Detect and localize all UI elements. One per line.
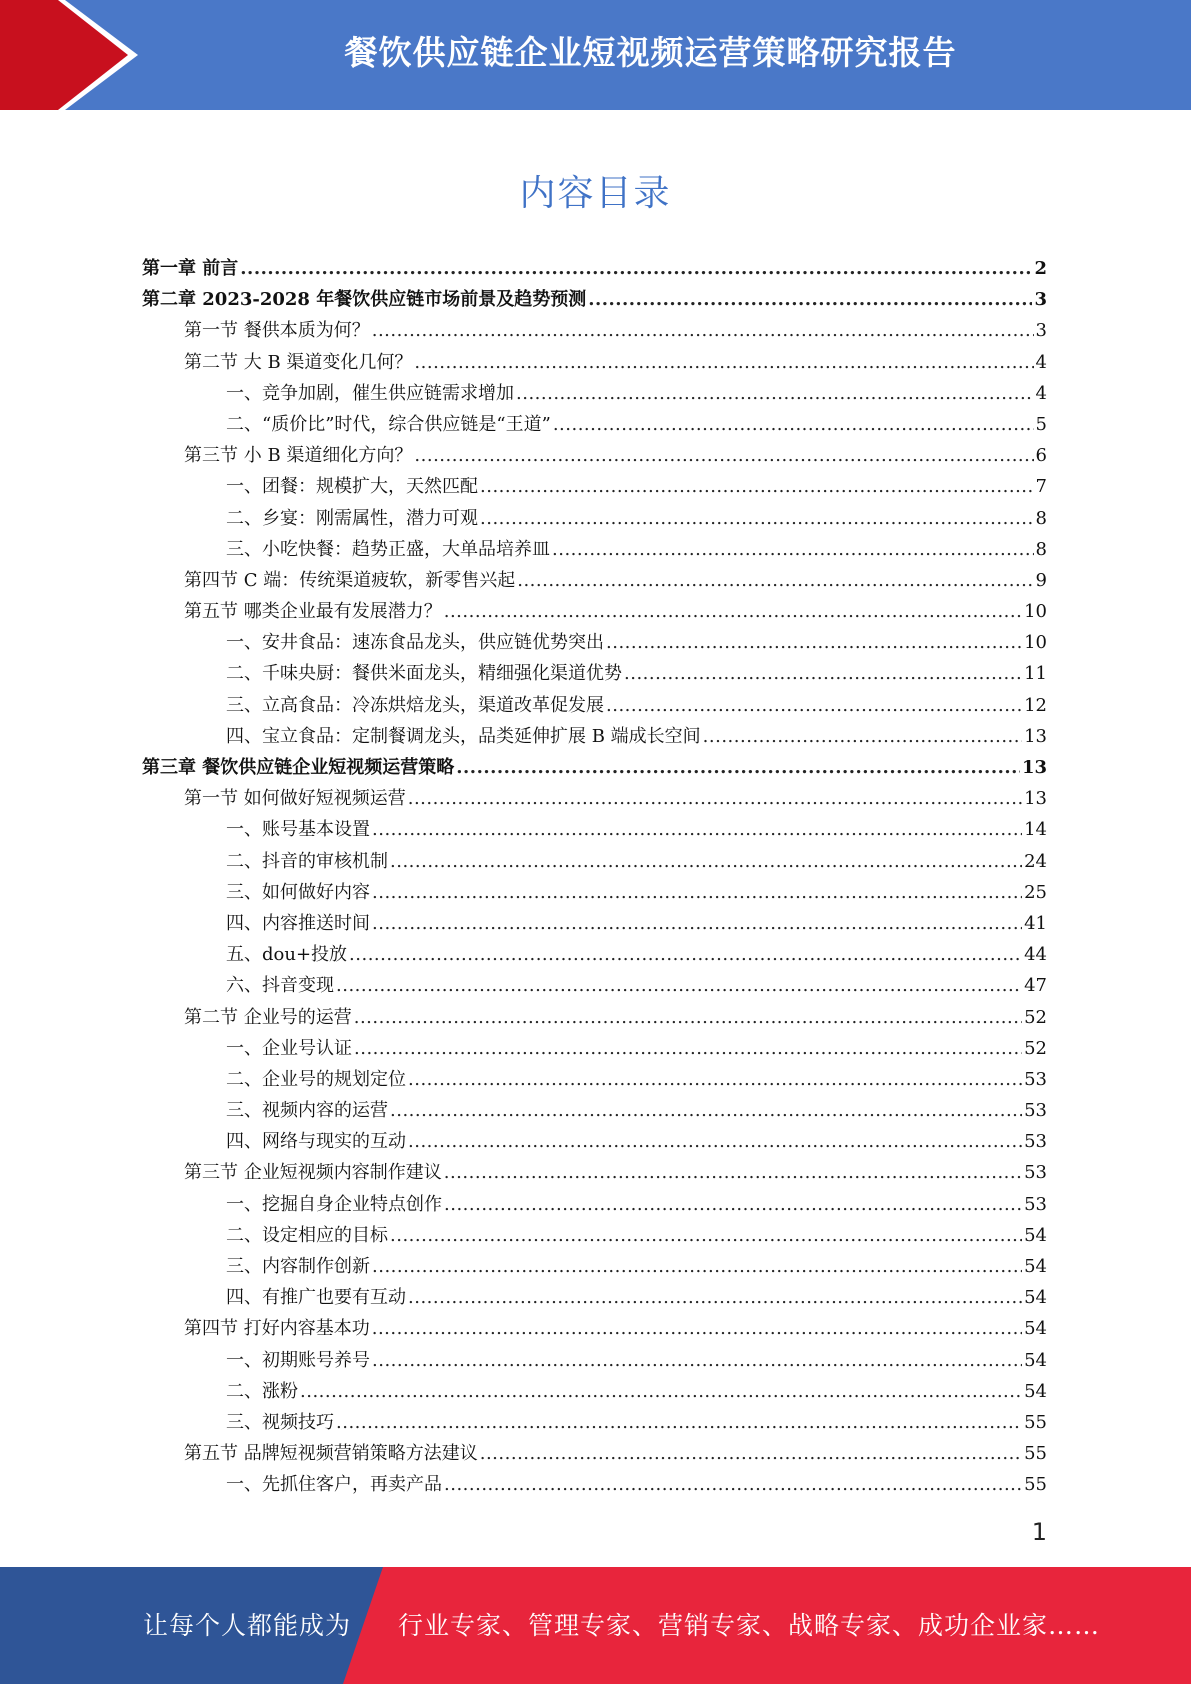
toc-entry-page: 47 [1024,975,1047,997]
toc-entry-label: 第二节 企业号的运营 [184,1006,352,1028]
toc-entry[interactable] [142,1189,1047,1220]
toc-entry[interactable] [142,846,1047,877]
toc-leader-dots [552,534,1034,565]
toc-entry-page: 53 [1024,1100,1047,1122]
toc-entry[interactable] [142,690,1047,721]
toc-entry-page: 3 [1034,289,1047,311]
toc-entry-label: 第五节 品牌短视频营销策略方法建议 [184,1443,478,1465]
toc-leader-dots [372,908,1022,939]
toc-leader-dots [336,1407,1022,1438]
toc-entry-page: 55 [1024,1474,1047,1496]
toc-entry[interactable] [142,315,1047,346]
toc-entry-label: 二、乡宴：刚需属性，潜力可观 [226,507,478,529]
toc-entry-page: 7 [1035,476,1047,498]
toc-entry-label: 一、竞争加剧，催生供应链需求增加 [226,382,514,404]
toc-entry[interactable] [142,471,1047,502]
toc-leader-dots [703,721,1022,752]
toc-entry[interactable] [142,378,1047,409]
toc-leader-dots [444,596,1022,627]
toc-leader-dots [414,347,1033,378]
toc-entry[interactable] [142,877,1047,908]
toc-leader-dots [372,1313,1022,1344]
toc-entry-page: 53 [1024,1162,1047,1184]
toc-entry[interactable] [142,721,1047,752]
toc-entry-label: 四、内容推送时间 [226,912,370,934]
toc-entry-label: 三、小吃快餐：趋势正盛，大单品培养皿 [226,538,550,560]
toc-entry[interactable] [142,1033,1047,1064]
toc-leader-dots [606,690,1022,721]
toc-entry-label: 第三节 小 B 渠道细化方向？ [184,445,413,467]
toc-entry-label: 第一章 前言 [142,258,239,279]
toc-entry-label: 三、视频内容的运营 [226,1100,388,1122]
toc-entry-label: 第一节 餐供本质为何？ [184,320,370,342]
toc-entry-page: 13 [1024,725,1047,747]
toc-entry-page: 8 [1035,507,1047,529]
toc-leader-dots [456,752,1020,783]
toc-entry[interactable] [142,1438,1047,1469]
toc-entry-label: 四、有推广也要有互动 [226,1287,406,1309]
toc-entry-page: 6 [1035,445,1047,467]
toc-entry-label: 一、初期账号养号 [226,1349,370,1371]
toc-entry-page: 3 [1035,320,1047,342]
table-of-contents [142,253,1047,1501]
report-title: 餐饮供应链企业短视频运营策略研究报告 [344,33,957,72]
toc-entry[interactable] [142,440,1047,471]
toc-leader-dots [372,1251,1022,1282]
toc-entry[interactable] [142,752,1047,783]
toc-leader-dots [240,253,1032,284]
toc-entry-page: 55 [1024,1443,1047,1465]
toc-entry-label: 三、如何做好内容 [226,881,370,903]
toc-entry-label: 二、设定相应的目标 [226,1224,388,1246]
toc-leader-dots [444,1469,1022,1500]
toc-leader-dots [372,315,1034,346]
toc-entry-label: 一、团餐：规模扩大，天然匹配 [226,476,478,498]
page-header [0,0,1191,110]
toc-leader-dots [553,409,1034,440]
toc-entry-page: 53 [1024,1068,1047,1090]
toc-entry-label: 六、抖音变现 [226,975,334,997]
toc-entry-page: 4 [1035,351,1047,373]
toc-leader-dots [408,1282,1022,1313]
toc-entry-page: 54 [1024,1380,1047,1402]
toc-leader-dots [480,1438,1022,1469]
toc-entry-label: 第二章 2023-2028 年餐饮供应链市场前景及趋势预测 [142,289,587,311]
toc-entry[interactable] [142,970,1047,1001]
toc-entry[interactable] [142,1407,1047,1438]
toc-entry-label: 二、千味央厨：餐供米面龙头，精细强化渠道优势 [226,663,622,685]
toc-entry-page: 8 [1035,538,1047,560]
toc-entry-label: 二、企业号的规划定位 [226,1068,406,1090]
footer-slogan-right: 行业专家、管理专家、营销专家、战略专家、成功企业家…… [398,1611,1101,1640]
toc-entry[interactable] [142,565,1047,596]
toc-entry[interactable] [142,627,1047,658]
toc-entry[interactable] [142,1469,1047,1500]
toc-entry[interactable] [142,908,1047,939]
toc-entry[interactable] [142,1376,1047,1407]
toc-entry[interactable] [142,1220,1047,1251]
toc-leader-dots [372,1345,1022,1376]
toc-entry-page: 13 [1024,788,1047,810]
toc-entry-label: 二、“质价比”时代，综合供应链是“王道” [226,413,551,435]
toc-entry[interactable] [142,534,1047,565]
toc-entry-page: 54 [1024,1349,1047,1371]
toc-leader-dots [444,1189,1022,1220]
toc-entry[interactable] [142,596,1047,627]
toc-entry-label: 一、账号基本设置 [226,819,370,841]
toc-entry-label: 三、视频技巧 [226,1411,334,1433]
toc-heading: 内容目录 [519,173,672,214]
toc-entry[interactable] [142,658,1047,689]
toc-entry-label: 第三节 企业短视频内容制作建议 [184,1162,442,1184]
toc-entry-label: 一、安井食品：速冻食品龙头，供应链优势突出 [226,632,604,654]
toc-entry-page: 41 [1024,912,1047,934]
toc-entry-label: 四、宝立食品：定制餐调龙头，品类延伸扩展 B 端成长空间 [226,725,701,747]
toc-entry[interactable] [142,1251,1047,1282]
toc-leader-dots [480,503,1034,534]
toc-entry-page: 52 [1024,1037,1047,1059]
toc-leader-dots [354,1002,1022,1033]
toc-leader-dots [414,440,1033,471]
toc-entry[interactable] [142,783,1047,814]
toc-entry-page: 13 [1021,757,1047,778]
toc-leader-dots [390,846,1022,877]
toc-entry-page: 53 [1024,1193,1047,1215]
toc-entry[interactable] [142,347,1047,378]
toc-leader-dots [390,1095,1022,1126]
page-footer [0,1567,1191,1684]
toc-entry[interactable] [142,409,1047,440]
toc-entry[interactable] [142,939,1047,970]
toc-entry-label: 二、抖音的审核机制 [226,850,388,872]
toc-entry-label: 五、dou+投放 [226,944,348,966]
toc-entry-label: 第五节 哪类企业最有发展潜力？ [184,601,442,623]
toc-entry[interactable] [142,253,1047,284]
toc-entry[interactable] [142,1126,1047,1157]
toc-entry[interactable] [142,284,1047,315]
toc-entry-label: 四、网络与现实的互动 [226,1131,406,1153]
toc-entry-page: 25 [1024,881,1047,903]
toc-entry-label: 第四节 打好内容基本功 [184,1318,370,1340]
toc-leader-dots [336,970,1022,1001]
toc-entry[interactable] [142,1064,1047,1095]
toc-leader-dots [372,814,1022,845]
toc-entry-page: 54 [1024,1256,1047,1277]
toc-entry-page: 54 [1024,1318,1047,1340]
toc-leader-dots [517,565,1033,596]
toc-leader-dots [606,627,1022,658]
toc-entry-page: 5 [1035,413,1047,435]
toc-entry[interactable] [142,503,1047,534]
toc-entry-page: 10 [1024,632,1047,654]
toc-entry-page: 54 [1024,1224,1047,1246]
toc-entry-label: 一、先抓住客户，再卖产品 [226,1474,442,1496]
toc-entry-page: 4 [1035,382,1047,404]
toc-leader-dots [349,939,1022,970]
toc-entry-page: 2 [1034,258,1047,279]
toc-entry-label: 第二节 大 B 渠道变化几何？ [184,351,413,373]
toc-entry-page: 54 [1024,1287,1047,1309]
toc-leader-dots [390,1220,1022,1251]
toc-entry-page: 53 [1024,1131,1047,1153]
toc-entry-page: 10 [1024,601,1047,623]
toc-entry-page: 9 [1035,569,1047,591]
toc-entry-page: 24 [1024,850,1047,872]
toc-entry-page: 11 [1024,663,1047,685]
toc-entry-page: 44 [1024,944,1047,966]
toc-leader-dots [408,1126,1022,1157]
toc-entry-label: 第四节 C 端：传统渠道疲软，新零售兴起 [184,569,516,591]
toc-entry-label: 第一节 如何做好短视频运营 [184,788,406,810]
toc-entry-label: 一、企业号认证 [226,1037,352,1059]
toc-entry-page: 52 [1024,1006,1047,1028]
toc-leader-dots [408,1064,1022,1095]
toc-entry[interactable] [142,1282,1047,1313]
page-number: 1 [1031,1518,1047,1546]
toc-entry-label: 一、挖掘自身企业特点创作 [226,1193,442,1215]
toc-entry-page: 12 [1024,694,1047,716]
toc-entry-label: 二、涨粉 [226,1380,298,1402]
toc-leader-dots [300,1376,1022,1407]
toc-leader-dots [444,1157,1022,1188]
toc-entry[interactable] [142,1345,1047,1376]
toc-entry[interactable] [142,1002,1047,1033]
toc-leader-dots [480,471,1034,502]
toc-entry-label: 第三章 餐饮供应链企业短视频运营策略 [142,757,455,778]
toc-entry-label: 三、内容制作创新 [226,1256,370,1277]
toc-entry-page: 55 [1024,1411,1047,1433]
toc-entry[interactable] [142,814,1047,845]
toc-leader-dots [408,783,1022,814]
toc-leader-dots [516,378,1034,409]
toc-entry[interactable] [142,1095,1047,1126]
footer-slogan-left: 让每个人都能成为 [143,1611,352,1640]
toc-entry[interactable] [142,1157,1047,1188]
toc-leader-dots [624,658,1022,689]
toc-entry[interactable] [142,1313,1047,1344]
toc-leader-dots [372,877,1022,908]
toc-entry-page: 14 [1024,819,1047,841]
toc-entry-label: 三、立高食品：冷冻烘焙龙头，渠道改革促发展 [226,694,604,716]
toc-leader-dots [354,1033,1022,1064]
toc-leader-dots [588,284,1032,315]
